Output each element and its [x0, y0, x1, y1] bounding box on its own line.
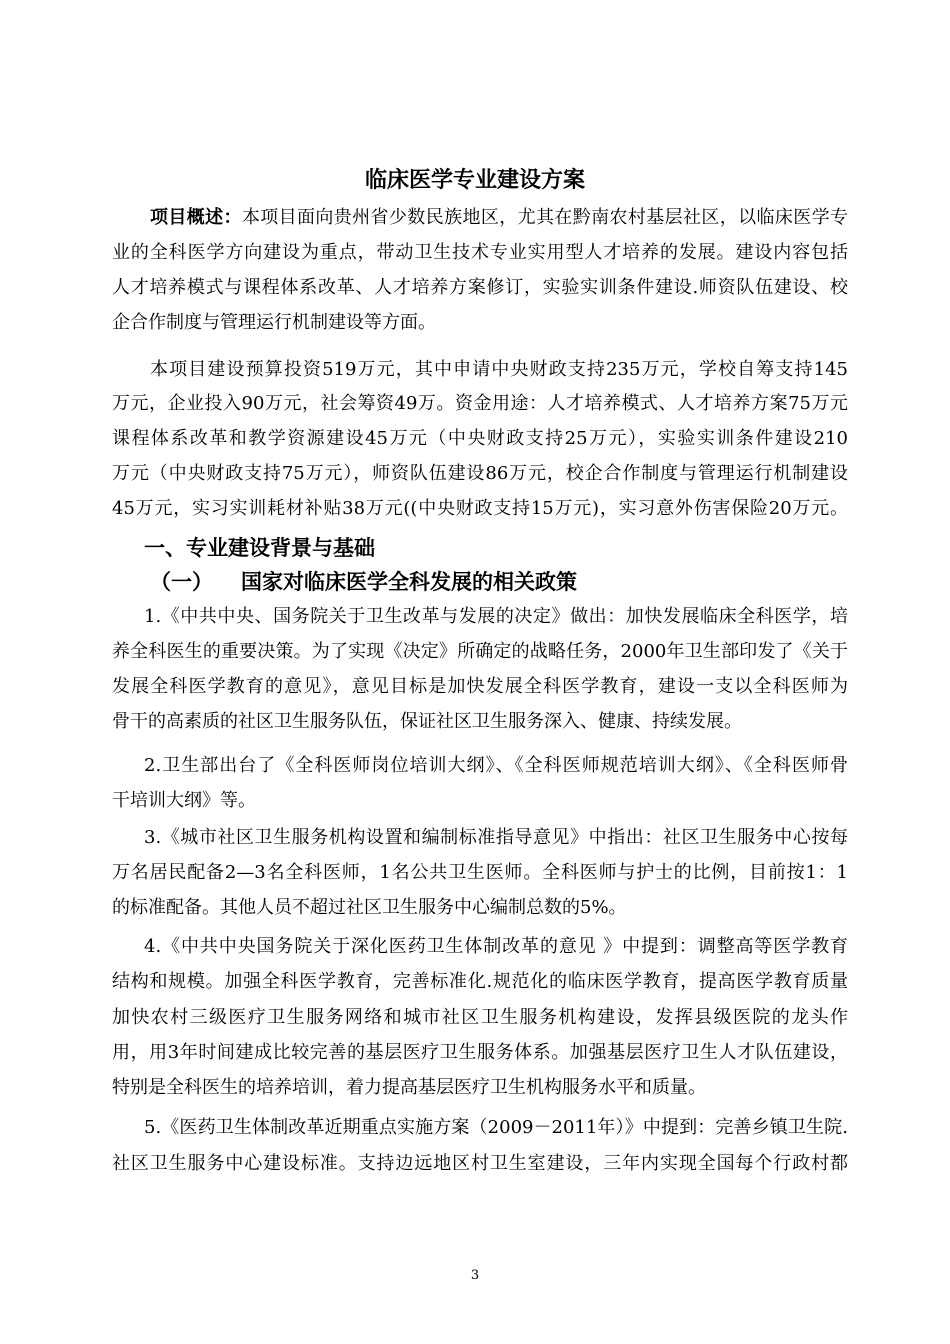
item-1-line-2: 养全科医生的重要决策。为了实现《决定》所确定的战略任务，2000年卫生部印发了《关于 [112, 641, 848, 662]
item-3-line-3: 的标准配备。其他人员不超过社区卫生服务中心编制总数的5%。 [112, 897, 627, 918]
item-3-line-2: 万名居民配备2—3名全科医师，1名公共卫生医师。全科医师与护士的比例，目前按1：1 [112, 862, 848, 883]
budget-line-3: 课程体系改革和教学资源建设45万元（中央财政支持25万元），实验实训条件建设210 [112, 428, 848, 449]
overview-line-3: 人才培养模式与课程体系改革、人才培养方案修订，实验实训条件建设.师资队伍建设、校 [112, 277, 848, 298]
overview-line-1 [150, 205, 848, 231]
item-1-line-3: 发展全科医学教育的意见》，意见目标是加快发展全科医学教育，建设一支以全科医师为 [112, 676, 848, 697]
item-4-line-4: 用，用3年时间建成比较完善的基层医疗卫生服务体系。加强基层医疗卫生人才队伍建设， [112, 1042, 848, 1063]
item-4-line-3: 加快农村三级医疗卫生服务网络和城市社区卫生服务机构建设，发挥县级医院的龙头作 [112, 1007, 848, 1028]
budget-line-2: 万元，企业投入90万元，社会筹资49万。资金用途：人才培养模式、人才培养方案75万元 [112, 393, 848, 414]
item-4-line-5: 特别是全科医生的培养培训，着力提高基层医疗卫生机构服务水平和质量。 [112, 1077, 706, 1098]
item-1-line-4: 骨干的高素质的社区卫生服务队伍，保证社区卫生服务深入、健康、持续发展。 [112, 711, 742, 732]
subsection-heading [150, 567, 577, 597]
overview-line-4: 企合作制度与管理运行机制建设等方面。 [112, 312, 436, 333]
item-1-line-1: 1.《中共中央、国务院关于卫生改革与发展的决定》做出：加快发展临床全科医学，培 [144, 606, 848, 627]
budget-line-4: 万元（中央财政支持75万元），师资队伍建设86万元，校企合作制度与管理运行机制建设 [112, 463, 848, 484]
budget-line-1: 本项目建设预算投资519万元，其中申请中央财政支持235万元，学校自筹支持145 [150, 359, 848, 380]
budget-line-5: 45万元，实习实训耗材补贴38万元((中央财政支持15万元)，实习意外伤害保险20万元。 [112, 498, 848, 519]
item-4-line-1: 4.《中共中央国务院关于深化医药卫生体制改革的意见 》中提到：调整高等医学教育 [144, 936, 848, 957]
overview-label: 项目概述： [150, 207, 242, 228]
overview-text: 本项目面向贵州省少数民族地区，尤其在黔南农村基层社区，以临床医学专 [241, 207, 849, 228]
overview-line-2: 业的全科医学方向建设为重点，带动卫生技术专业实用型人才培养的发展。建设内容包括 [112, 242, 848, 263]
item-5-line-1: 5.《医药卫生体制改革近期重点实施方案（2009－2011年）》中提到：完善乡镇卫生院. [144, 1117, 848, 1138]
item-2-line-1: 2.卫生部出台了《全科医师岗位培训大纲》、《全科医师规范培训大纲》、《全科医师骨 [144, 755, 848, 776]
section-heading: 一、专业建设背景与基础 [144, 536, 375, 560]
item-4-line-2: 结构和规模。加强全科医学教育，完善标准化.规范化的临床医学教育，提高医学教育质量 [112, 971, 848, 992]
item-3-line-1: 3.《城市社区卫生服务机构设置和编制标准指导意见》中指出：社区卫生服务中心按每 [144, 827, 848, 848]
item-5-line-2: 社区卫生服务中心建设标准。支持边远地区村卫生室建设，三年内实现全国每个行政村都 [112, 1153, 848, 1174]
subsection-title: 国家对临床医学全科发展的相关政策 [241, 570, 577, 594]
page-number: 3 [470, 1268, 480, 1283]
document-title: 临床医学专业建设方案 [364, 168, 585, 193]
item-2-line-2: 干培训大纲》等。 [112, 790, 256, 811]
subsection-number: （一） [150, 570, 213, 594]
